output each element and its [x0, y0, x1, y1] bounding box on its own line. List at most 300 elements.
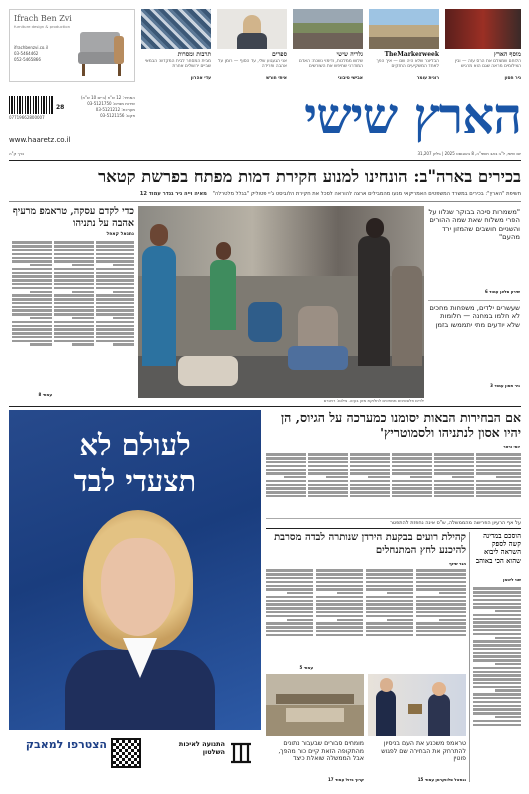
- teaser-byline: ניר חסון: [504, 76, 521, 81]
- text-line: [266, 573, 313, 575]
- divider: [266, 518, 521, 519]
- text-line: [416, 588, 466, 590]
- text-line: [266, 453, 306, 455]
- masthead-logo: הארץ שישי: [304, 86, 521, 145]
- text-line: [476, 461, 521, 463]
- text-line: [473, 640, 521, 642]
- text-line: [350, 495, 390, 497]
- text-line: [473, 655, 521, 657]
- text-line: [392, 461, 432, 463]
- text-line: [326, 476, 348, 478]
- text-line: [316, 603, 363, 605]
- text-line: [410, 476, 432, 478]
- text-line: [392, 495, 432, 497]
- text-line: [266, 487, 306, 489]
- info-line: שירות מנויים: 03-5121750: [87, 101, 135, 106]
- text-line: [473, 720, 521, 722]
- info-line: מערכת: 03-5121212: [95, 107, 135, 112]
- text-line: [366, 603, 413, 605]
- text-line: [495, 689, 521, 691]
- text-line: [308, 472, 348, 474]
- feature-right-second-byline: ניר חסון עמוד 3: [490, 383, 520, 388]
- bottom-story-1[interactable]: מומחים סבורים שבעבור נתונים מהתקופה הזאת קיים כור מהפך, אבל הממשלה שואלת כיצד: [278, 740, 364, 763]
- text-line: [366, 634, 413, 636]
- text-line: [96, 275, 134, 277]
- text-line: [392, 484, 432, 486]
- text-line: [266, 491, 306, 493]
- text-line: [496, 476, 521, 478]
- teaser-section: תרבות ומסרות: [177, 51, 211, 58]
- text-line: [434, 472, 474, 474]
- teaser-text: אני הגעגוע שלי, עד הסוף — רומן על אהבה ופרידה: [218, 59, 287, 70]
- second-body-col: [350, 452, 390, 516]
- ad-line: 03-5464462: [14, 51, 39, 56]
- teaser-thumb[interactable]: [141, 9, 211, 49]
- second-footer[interactable]: על אף הרעיון הפרישה מהממשלה, ש"ס אינה נחפזת להתפטר: [390, 520, 521, 526]
- text-line: [12, 325, 52, 327]
- text-line: [96, 313, 134, 315]
- text-line: [392, 480, 432, 482]
- text-line: [350, 487, 390, 489]
- text-line: [12, 287, 52, 289]
- text-line: [392, 472, 432, 474]
- text-line: [392, 465, 432, 467]
- teaser-text: הבליונר שלא היה שם — איך הפך לאחד המשקיעים החזקים: [376, 59, 439, 70]
- text-line: [266, 469, 306, 471]
- text-line: [473, 595, 521, 597]
- text-line: [495, 610, 521, 612]
- text-line: [476, 453, 521, 455]
- text-line: [434, 480, 474, 482]
- text-line: [416, 634, 466, 636]
- third-headline[interactable]: קהילת רועים בבקעת הירדן שנותרה לבדה מסרבת להיכנע לחץ המתנחלים: [274, 532, 466, 556]
- text-line: [72, 317, 94, 319]
- text-line: [366, 611, 413, 613]
- bottom-photo-1[interactable]: [266, 674, 364, 736]
- text-line: [54, 306, 94, 308]
- text-line: [96, 336, 134, 338]
- dateline: יום שישי, ל"ב באב תשפ"ה, 8 באוגוסט 2025 | גיליון 31,207: [417, 151, 521, 156]
- text-line: [366, 626, 413, 628]
- text-line: [350, 469, 390, 471]
- ad-sub: furniture design & production: [14, 24, 70, 29]
- masthead: [9, 86, 521, 154]
- text-line: [308, 491, 348, 493]
- text-line: [366, 596, 413, 598]
- feature-right-byline: שירון סלאן עמוד 6: [484, 289, 520, 294]
- text-line: [54, 336, 94, 338]
- text-line: [495, 663, 521, 665]
- text-line: [473, 621, 521, 623]
- chair-illustration: [74, 26, 130, 78]
- teaser-byline: אבישי סיבוני: [337, 76, 363, 81]
- third-ref: עמוד 5: [299, 665, 313, 670]
- text-line: [316, 622, 363, 624]
- text-line: [366, 588, 413, 590]
- text-line: [12, 241, 52, 243]
- gaza-photo[interactable]: [138, 206, 424, 398]
- feature-left-body-col: [96, 240, 134, 390]
- text-line: [266, 472, 306, 474]
- text-line: [54, 272, 94, 274]
- text-line: [96, 340, 134, 342]
- text-line: [266, 626, 313, 628]
- text-line: [473, 697, 521, 699]
- text-line: [266, 630, 313, 632]
- third-body-col: [316, 568, 363, 664]
- text-line: [113, 343, 134, 345]
- text-line: [473, 682, 521, 684]
- text-line: [473, 724, 521, 726]
- text-line: [12, 257, 52, 259]
- teaser-text: שלוש ממלכות, ודימוי נשכח: האדם המודרני שחיפש את השורשים: [298, 59, 363, 70]
- text-line: [473, 591, 521, 593]
- text-line: [96, 321, 134, 323]
- text-line: [54, 279, 94, 281]
- teaser-thumb[interactable]: [293, 9, 363, 49]
- text-line: [96, 279, 134, 281]
- text-line: [452, 476, 474, 478]
- photo-caption: ילדים פלסטינים ממתינים לחלוקת מזון בעזה. צילום: רויטרס: [323, 398, 424, 403]
- ad-line2: תצעדי לבד: [73, 464, 197, 498]
- bottom-photo-2[interactable]: [368, 674, 466, 736]
- text-line: [416, 607, 466, 609]
- text-line: [473, 606, 521, 608]
- text-line: [308, 495, 348, 497]
- text-line: [434, 465, 474, 467]
- text-line: [416, 596, 466, 598]
- text-line: [316, 569, 363, 571]
- text-line: [316, 630, 363, 632]
- text-line: [316, 615, 363, 617]
- text-line: [54, 241, 94, 243]
- text-line: [350, 457, 390, 459]
- teaser-thumb[interactable]: [217, 9, 287, 49]
- text-line: [476, 469, 521, 471]
- text-line: [416, 577, 466, 579]
- text-line: [96, 332, 134, 334]
- text-line: [316, 634, 363, 636]
- text-line: [12, 298, 52, 300]
- furniture-ad[interactable]: [9, 9, 135, 82]
- bottom-story-2[interactable]: טראמפ משכנע את העם בניסיון להתרחק את הבחירה שם לפגוש פוטין: [381, 740, 466, 763]
- text-line: [350, 480, 390, 482]
- text-line: [366, 577, 413, 579]
- text-line: [434, 461, 474, 463]
- ad-brand: Ifrach Ben Zvi: [14, 14, 72, 23]
- second-headline[interactable]: אם הבחירות הבאות יסומנו כמערכה על הגיוס, הן יהיו אסון לנתניהו ולסמוטריץ': [280, 410, 521, 440]
- text-line: [366, 615, 413, 617]
- text-line: [350, 491, 390, 493]
- text-line: [266, 600, 313, 602]
- text-line: [12, 260, 52, 262]
- text-line: [54, 275, 94, 277]
- text-line: [287, 592, 313, 594]
- text-line: [266, 607, 313, 609]
- qr-code[interactable]: [111, 738, 141, 768]
- third-byline: הגר שיזף: [449, 561, 466, 566]
- lead-byline: מאיה וייה ניר גנדר עמוד 12: [139, 191, 207, 197]
- text-line: [366, 581, 413, 583]
- text-line: [476, 457, 521, 459]
- ad-portrait: [65, 510, 215, 730]
- text-line: [473, 686, 521, 688]
- text-line: [96, 309, 134, 311]
- text-line: [316, 585, 363, 587]
- text-line: [113, 317, 134, 319]
- ad-join[interactable]: [15, 738, 107, 751]
- text-line: [350, 472, 390, 474]
- text-line: [96, 272, 134, 274]
- text-line: [72, 343, 94, 345]
- lead-subhead: [9, 191, 521, 198]
- text-line: [12, 294, 52, 296]
- text-line: [473, 708, 521, 710]
- text-line: [12, 321, 52, 323]
- text-line: [473, 678, 521, 680]
- teaser-section: גלריה שישי: [336, 51, 363, 58]
- text-line: [473, 671, 521, 673]
- ad-join-text: הצטרפו למאבק: [25, 738, 107, 751]
- text-line: [366, 573, 413, 575]
- text-line: [366, 630, 413, 632]
- lead-headline[interactable]: בכירים בארה"ב: הונחינו למנוע חקירת דמות מפתח בפרשת קטאר: [98, 167, 521, 186]
- second-body-col: [434, 452, 474, 516]
- text-line: [308, 480, 348, 482]
- text-line: [54, 298, 94, 300]
- text-line: [266, 603, 313, 605]
- text-line: [416, 573, 466, 575]
- column-right-byline: שני ליטמן: [503, 577, 521, 582]
- text-line: [392, 469, 432, 471]
- text-line: [266, 611, 313, 613]
- third-body-col: [266, 568, 313, 664]
- divider: [428, 300, 520, 301]
- text-line: [266, 585, 313, 587]
- text-line: [54, 253, 94, 255]
- text-line: [12, 336, 52, 338]
- text-line: [473, 625, 521, 627]
- feature-left-headline[interactable]: כדי לקדם עסקה, טראמפ מרעיף אהבה על נתניהו: [12, 206, 134, 229]
- text-line: [366, 622, 413, 624]
- text-line: [416, 630, 466, 632]
- teaser-byline: רונית עומר: [416, 76, 439, 81]
- text-line: [96, 268, 134, 270]
- text-line: [12, 253, 52, 255]
- text-line: [12, 332, 52, 334]
- second-body-col: [476, 452, 521, 516]
- column-right-headline[interactable]: הוסכם במדינה קשה לספק השראה ליבוא שהוא הכי באוהב: [475, 532, 521, 565]
- feature-right-quote[interactable]: "משמרות סיכה בבוקר שנלוו על הפרי משלוח שאת שמה ההורים והשניים חושבים שהמזון ירד מהעם": [428, 208, 520, 242]
- teaser-thumb[interactable]: [369, 9, 439, 49]
- text-line: [308, 457, 348, 459]
- text-line: [54, 268, 94, 270]
- text-line: [54, 249, 94, 251]
- text-line: [266, 495, 306, 497]
- text-line: [54, 332, 94, 334]
- text-line: [439, 619, 467, 621]
- text-line: [416, 626, 466, 628]
- text-line: [473, 603, 521, 605]
- text-line: [316, 581, 363, 583]
- movement-ad[interactable]: [9, 410, 261, 786]
- text-line: [308, 484, 348, 486]
- teaser-byline: איתי חורש: [266, 76, 287, 81]
- text-line: [113, 264, 134, 266]
- text-line: [350, 453, 390, 455]
- text-line: [54, 313, 94, 315]
- text-line: [30, 291, 52, 293]
- text-line: [308, 469, 348, 471]
- text-line: [12, 328, 52, 330]
- text-line: [30, 264, 52, 266]
- text-line: [476, 487, 521, 489]
- divider: [9, 406, 521, 407]
- website[interactable]: www.haaretz.co.il: [9, 136, 71, 144]
- bottom-story-1-byline: קרוך גדול עמוד 17: [327, 777, 364, 782]
- text-line: [473, 667, 521, 669]
- text-line: [473, 618, 521, 620]
- text-line: [96, 298, 134, 300]
- text-line: [266, 461, 306, 463]
- text-line: [96, 249, 134, 251]
- text-line: [434, 491, 474, 493]
- text-line: [387, 592, 413, 594]
- text-line: [266, 634, 313, 636]
- text-line: [366, 607, 413, 609]
- text-line: [473, 701, 521, 703]
- text-line: [416, 600, 466, 602]
- text-line: [12, 309, 52, 311]
- text-line: [30, 343, 52, 345]
- text-line: [473, 674, 521, 676]
- text-line: [96, 302, 134, 304]
- text-line: [96, 306, 134, 308]
- third-body-col: [366, 568, 413, 664]
- text-line: [473, 693, 521, 695]
- text-line: [473, 633, 521, 635]
- text-line: [316, 577, 363, 579]
- barcode-number: 07719662800007: [9, 115, 45, 120]
- text-line: [96, 287, 134, 289]
- second-byline: יוסי ורטר: [503, 444, 520, 449]
- teaser-strip: [9, 9, 521, 86]
- text-line: [316, 626, 363, 628]
- text-line: [416, 603, 466, 605]
- text-line: [266, 465, 306, 467]
- text-line: [476, 491, 521, 493]
- text-line: [266, 615, 313, 617]
- text-line: [392, 491, 432, 493]
- text-line: [316, 596, 363, 598]
- text-line: [392, 487, 432, 489]
- text-line: [434, 487, 474, 489]
- text-line: [337, 592, 363, 594]
- issue-number: 28: [56, 104, 65, 111]
- text-line: [416, 615, 466, 617]
- text-line: [12, 275, 52, 277]
- text-line: [416, 581, 466, 583]
- text-line: [387, 619, 413, 621]
- text-line: [308, 487, 348, 489]
- text-line: [96, 328, 134, 330]
- text-line: [476, 465, 521, 467]
- text-line: [316, 611, 363, 613]
- barcode: [9, 96, 53, 114]
- text-line: [308, 461, 348, 463]
- teaser-section: ספרים: [272, 51, 287, 58]
- text-line: [266, 569, 313, 571]
- text-line: [350, 461, 390, 463]
- text-line: [473, 614, 521, 616]
- feature-left-ref: עמוד 8: [38, 392, 52, 397]
- text-line: [113, 291, 134, 293]
- text-line: [473, 712, 521, 714]
- text-line: [416, 622, 466, 624]
- text-line: [12, 306, 52, 308]
- text-line: [473, 659, 521, 661]
- text-line: [439, 592, 467, 594]
- text-line: [266, 480, 306, 482]
- text-line: [316, 600, 363, 602]
- text-line: [12, 313, 52, 315]
- divider: [266, 528, 521, 529]
- text-line: [96, 253, 134, 255]
- text-line: [473, 705, 521, 707]
- third-body-col: [416, 568, 466, 664]
- text-line: [12, 340, 52, 342]
- text-line: [316, 573, 363, 575]
- text-line: [266, 457, 306, 459]
- text-line: [12, 272, 52, 274]
- text-line: [284, 476, 306, 478]
- text-line: [416, 611, 466, 613]
- text-line: [12, 279, 52, 281]
- text-line: [476, 484, 521, 486]
- text-line: [54, 340, 94, 342]
- text-line: [96, 325, 134, 327]
- vol-label: כרך ק"ה: [9, 151, 25, 156]
- text-line: [434, 484, 474, 486]
- text-line: [54, 325, 94, 327]
- dateline-bar: [9, 151, 521, 161]
- text-line: [316, 588, 363, 590]
- text-line: [54, 294, 94, 296]
- text-line: [473, 599, 521, 601]
- text-line: [434, 457, 474, 459]
- ad-org: התנועה לאיכות השלטון: [178, 740, 225, 756]
- text-line: [96, 294, 134, 296]
- lead-subhead-text: חשיפת "הארץ": בכירים במשרד המשפטים האמריקאי מנעו מהמבילים ארצה להוראה לסכל את חקירת הלוביסט ג'יי פטוליק "בגלל מלטרלה": [212, 191, 521, 197]
- text-line: [473, 652, 521, 654]
- info-line: המחיר: 12 ש"ח (ב-ים 10 ש"ח): [81, 95, 135, 100]
- feature-right-second[interactable]: שעשרים ילדים, משפחות מחכים לא חלמו במחנה — חלומות שלא יודעים מתי יתממשו בזמן: [429, 304, 520, 329]
- text-line: [54, 309, 94, 311]
- text-line: [434, 495, 474, 497]
- feature-left-kicker: נתנאל קאפל: [106, 232, 134, 237]
- text-line: [495, 716, 521, 718]
- text-line: [96, 283, 134, 285]
- text-line: [476, 480, 521, 482]
- ad-footer: [9, 730, 261, 786]
- teaser-thumb[interactable]: [445, 9, 521, 49]
- second-body-col: [392, 452, 432, 516]
- feature-left-body-col: [54, 240, 94, 390]
- text-line: [266, 588, 313, 590]
- text-line: [72, 291, 94, 293]
- text-line: [96, 257, 134, 259]
- text-line: [368, 476, 390, 478]
